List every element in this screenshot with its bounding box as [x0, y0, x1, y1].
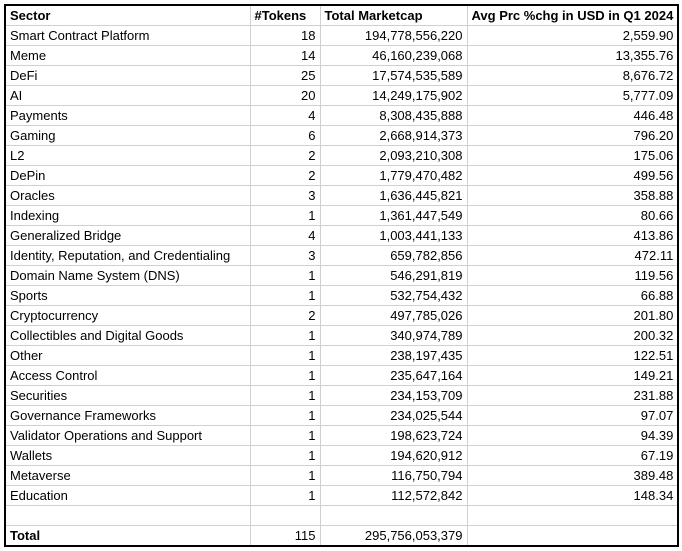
tokens-cell[interactable]: 1 — [250, 286, 320, 306]
avg-change-cell[interactable]: 446.48 — [467, 106, 678, 126]
avg-change-cell[interactable]: 796.20 — [467, 126, 678, 146]
sector-cell[interactable]: Collectibles and Digital Goods — [5, 326, 250, 346]
sector-cell[interactable]: Smart Contract Platform — [5, 26, 250, 46]
sector-cell[interactable]: Access Control — [5, 366, 250, 386]
table-row — [5, 186, 678, 206]
avg-change-cell[interactable]: 389.48 — [467, 466, 678, 486]
avg-change-cell[interactable]: 8,676.72 — [467, 66, 678, 86]
total-label[interactable]: Total — [5, 526, 250, 547]
marketcap-cell[interactable]: 8,308,435,888 — [320, 106, 467, 126]
tokens-cell[interactable]: 4 — [250, 226, 320, 246]
table-row — [5, 466, 678, 486]
sector-cell[interactable]: Other — [5, 346, 250, 366]
marketcap-cell[interactable]: 46,160,239,068 — [320, 46, 467, 66]
table-row — [5, 406, 678, 426]
marketcap-cell[interactable]: 340,974,789 — [320, 326, 467, 346]
avg-change-cell[interactable]: 472.11 — [467, 246, 678, 266]
marketcap-cell[interactable]: 546,291,819 — [320, 266, 467, 286]
table-cell[interactable] — [320, 506, 467, 526]
header-tokens[interactable]: #Tokens — [250, 5, 320, 26]
tokens-cell[interactable]: 1 — [250, 446, 320, 466]
sector-cell[interactable]: Metaverse — [5, 466, 250, 486]
marketcap-cell[interactable]: 198,623,724 — [320, 426, 467, 446]
sector-cell[interactable]: Wallets — [5, 446, 250, 466]
sector-cell[interactable]: Payments — [5, 106, 250, 126]
table-row — [5, 106, 678, 126]
table-row — [5, 246, 678, 266]
table-row — [5, 346, 678, 366]
header-row — [5, 5, 678, 26]
sector-cell[interactable]: Meme — [5, 46, 250, 66]
table-row — [5, 226, 678, 246]
sector-cell[interactable]: AI — [5, 86, 250, 106]
tokens-cell[interactable]: 1 — [250, 426, 320, 446]
avg-change-cell[interactable]: 80.66 — [467, 206, 678, 226]
total-avg[interactable] — [467, 526, 678, 547]
table-row — [5, 446, 678, 466]
total-marketcap[interactable]: 295,756,053,379 — [320, 526, 467, 547]
marketcap-cell[interactable]: 1,361,447,549 — [320, 206, 467, 226]
header-marketcap[interactable]: Total Marketcap — [320, 5, 467, 26]
avg-change-cell[interactable]: 119.56 — [467, 266, 678, 286]
table-row — [5, 166, 678, 186]
marketcap-cell[interactable]: 112,572,842 — [320, 486, 467, 506]
marketcap-cell[interactable]: 1,779,470,482 — [320, 166, 467, 186]
table-row — [5, 366, 678, 386]
marketcap-cell[interactable]: 14,249,175,902 — [320, 86, 467, 106]
marketcap-cell[interactable]: 235,647,164 — [320, 366, 467, 386]
avg-change-cell[interactable]: 149.21 — [467, 366, 678, 386]
table-row — [5, 86, 678, 106]
marketcap-cell[interactable]: 194,620,912 — [320, 446, 467, 466]
tokens-cell[interactable]: 1 — [250, 486, 320, 506]
blank-row — [5, 506, 678, 526]
sector-cell[interactable]: Validator Operations and Support — [5, 426, 250, 446]
tokens-cell[interactable]: 1 — [250, 266, 320, 286]
table-row — [5, 326, 678, 346]
sector-cell[interactable]: Gaming — [5, 126, 250, 146]
marketcap-cell[interactable]: 238,197,435 — [320, 346, 467, 366]
tokens-cell[interactable]: 1 — [250, 366, 320, 386]
table-row — [5, 46, 678, 66]
table-row — [5, 266, 678, 286]
tokens-cell[interactable]: 1 — [250, 206, 320, 226]
avg-change-cell[interactable]: 122.51 — [467, 346, 678, 366]
table-row — [5, 206, 678, 226]
tokens-cell[interactable]: 1 — [250, 406, 320, 426]
avg-change-cell[interactable]: 2,559.90 — [467, 26, 678, 46]
tokens-cell[interactable]: 18 — [250, 26, 320, 46]
sector-cell[interactable]: Domain Name System (DNS) — [5, 266, 250, 286]
table-row — [5, 146, 678, 166]
avg-change-cell[interactable]: 413.86 — [467, 226, 678, 246]
sector-cell[interactable]: DePin — [5, 166, 250, 186]
table-cell[interactable] — [5, 506, 250, 526]
marketcap-cell[interactable]: 1,003,441,133 — [320, 226, 467, 246]
marketcap-cell[interactable]: 2,668,914,373 — [320, 126, 467, 146]
tokens-cell[interactable]: 2 — [250, 166, 320, 186]
avg-change-cell[interactable]: 175.06 — [467, 146, 678, 166]
marketcap-cell[interactable]: 194,778,556,220 — [320, 26, 467, 46]
sector-cell[interactable]: Sports — [5, 286, 250, 306]
avg-change-cell[interactable]: 97.07 — [467, 406, 678, 426]
sector-cell[interactable]: Securities — [5, 386, 250, 406]
sector-cell[interactable]: Generalized Bridge — [5, 226, 250, 246]
marketcap-cell[interactable]: 1,636,445,821 — [320, 186, 467, 206]
tokens-cell[interactable]: 1 — [250, 386, 320, 406]
sector-cell[interactable]: Education — [5, 486, 250, 506]
marketcap-cell[interactable]: 497,785,026 — [320, 306, 467, 326]
avg-change-cell[interactable]: 94.39 — [467, 426, 678, 446]
table-cell[interactable] — [467, 506, 678, 526]
tokens-cell[interactable]: 1 — [250, 326, 320, 346]
table-row — [5, 486, 678, 506]
tokens-cell[interactable]: 14 — [250, 46, 320, 66]
table-row — [5, 26, 678, 46]
table-row — [5, 66, 678, 86]
total-row — [5, 526, 678, 547]
sector-cell[interactable]: Indexing — [5, 206, 250, 226]
marketcap-cell[interactable]: 234,153,709 — [320, 386, 467, 406]
table-row — [5, 386, 678, 406]
table-row — [5, 286, 678, 306]
header-sector[interactable]: Sector — [5, 5, 250, 26]
header-avg-price-change[interactable]: Avg Prc %chg in USD in Q1 2024 — [467, 5, 678, 26]
sector-cell[interactable]: Governance Frameworks — [5, 406, 250, 426]
avg-change-cell[interactable]: 5,777.09 — [467, 86, 678, 106]
avg-change-cell[interactable]: 148.34 — [467, 486, 678, 506]
marketcap-cell[interactable]: 234,025,544 — [320, 406, 467, 426]
avg-change-cell[interactable]: 66.88 — [467, 286, 678, 306]
table-row — [5, 306, 678, 326]
table-row — [5, 126, 678, 146]
marketcap-cell[interactable]: 116,750,794 — [320, 466, 467, 486]
sector-cell[interactable]: Oracles — [5, 186, 250, 206]
sector-cell[interactable]: L2 — [5, 146, 250, 166]
tokens-cell[interactable]: 3 — [250, 246, 320, 266]
sector-cell[interactable]: DeFi — [5, 66, 250, 86]
sector-cell[interactable]: Identity, Reputation, and Credentialing — [5, 246, 250, 266]
tokens-cell[interactable]: 4 — [250, 106, 320, 126]
tokens-cell[interactable]: 2 — [250, 306, 320, 326]
avg-change-cell[interactable]: 13,355.76 — [467, 46, 678, 66]
tokens-cell[interactable]: 20 — [250, 86, 320, 106]
tokens-cell[interactable]: 6 — [250, 126, 320, 146]
tokens-cell[interactable]: 2 — [250, 146, 320, 166]
tokens-cell[interactable]: 1 — [250, 466, 320, 486]
avg-change-cell[interactable]: 499.56 — [467, 166, 678, 186]
marketcap-cell[interactable]: 2,093,210,308 — [320, 146, 467, 166]
marketcap-cell[interactable]: 17,574,535,589 — [320, 66, 467, 86]
avg-change-cell[interactable]: 67.19 — [467, 446, 678, 466]
table-row — [5, 426, 678, 446]
sector-cell[interactable]: Cryptocurrency — [5, 306, 250, 326]
total-tokens[interactable]: 115 — [250, 526, 320, 547]
avg-change-cell[interactable]: 358.88 — [467, 186, 678, 206]
avg-change-cell[interactable]: 201.80 — [467, 306, 678, 326]
marketcap-cell[interactable]: 532,754,432 — [320, 286, 467, 306]
marketcap-cell[interactable]: 659,782,856 — [320, 246, 467, 266]
tokens-cell[interactable]: 25 — [250, 66, 320, 86]
avg-change-cell[interactable]: 231.88 — [467, 386, 678, 406]
tokens-cell[interactable]: 1 — [250, 346, 320, 366]
sector-table — [4, 4, 679, 547]
avg-change-cell[interactable]: 200.32 — [467, 326, 678, 346]
table-cell[interactable] — [250, 506, 320, 526]
tokens-cell[interactable]: 3 — [250, 186, 320, 206]
